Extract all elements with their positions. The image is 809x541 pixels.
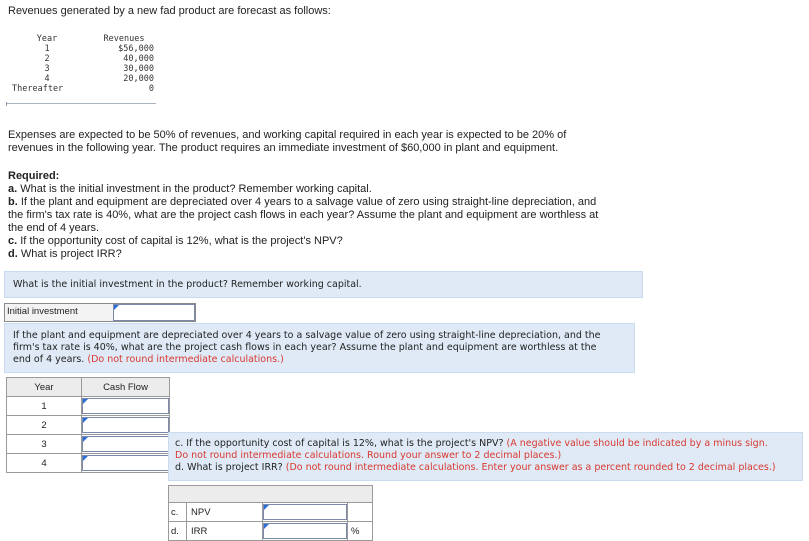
cashflow-input-year-4[interactable] bbox=[82, 455, 169, 471]
irr-input[interactable] bbox=[263, 523, 347, 539]
initial-investment-row bbox=[4, 303, 196, 322]
revenue-header-revenues: Revenues bbox=[103, 34, 145, 44]
npv-unit bbox=[348, 503, 373, 522]
revenue-year: Thereafter bbox=[12, 84, 64, 94]
table-row bbox=[6, 54, 160, 64]
row-letter: d. bbox=[169, 522, 187, 541]
initial-investment-input[interactable] bbox=[113, 304, 195, 321]
cashflow-year: 1 bbox=[7, 397, 82, 416]
table-row bbox=[7, 397, 170, 416]
revenue-value: 0 bbox=[148, 84, 154, 94]
required-section bbox=[8, 170, 808, 261]
cashflow-header-year: Year bbox=[7, 378, 82, 397]
panel-b-line: If the plant and equipment are depreciated over 4 years to a salvage value of zero using straight-line depreciation, and the bbox=[13, 330, 601, 341]
item-letter: c. bbox=[8, 235, 18, 247]
cashflow-input-year-1[interactable] bbox=[82, 398, 169, 414]
item-text: What is project IRR? bbox=[20, 248, 122, 260]
revenue-header-year: Year bbox=[36, 34, 58, 44]
required-item-c bbox=[8, 235, 808, 248]
expenses-paragraph bbox=[8, 129, 566, 155]
revenue-value: 20,000 bbox=[123, 74, 154, 84]
irr-unit: % bbox=[348, 522, 373, 541]
npv-label: NPV bbox=[187, 503, 263, 522]
revenue-year: 2 bbox=[44, 54, 50, 64]
cashflow-year: 3 bbox=[7, 435, 82, 454]
intro-text: Revenues generated by a new fad product are forecast as follows: bbox=[8, 5, 331, 17]
initial-investment-label: Initial investment bbox=[7, 306, 78, 317]
panel-b-line: firm's tax rate is 40%, what are the project cash flows in each year? Assume the plant and equipment are worthless at the bbox=[13, 342, 597, 353]
required-item-a bbox=[8, 183, 808, 196]
cashflow-table bbox=[6, 377, 170, 473]
item-text: What is the initial investment in the product? Remember working capital. bbox=[20, 183, 372, 195]
panel-b-note: (Do not round intermediate calculations.) bbox=[87, 354, 284, 365]
question-panel-a bbox=[4, 271, 643, 298]
cashflow-input-year-3[interactable] bbox=[82, 436, 169, 452]
table-row bbox=[7, 435, 170, 454]
revenue-year: 4 bbox=[44, 74, 50, 84]
cashflow-year: 4 bbox=[7, 454, 82, 473]
table-row bbox=[7, 454, 170, 473]
panel-c-text: c. If the opportunity cost of capital is 12%, what is the project's NPV? bbox=[175, 438, 504, 449]
table-row bbox=[6, 64, 160, 74]
cashflow-input-year-2[interactable] bbox=[82, 417, 169, 433]
panel-a-text: What is the initial investment in the product? Remember working capital. bbox=[13, 279, 362, 290]
cashflow-year: 2 bbox=[7, 416, 82, 435]
table-row bbox=[6, 44, 160, 54]
table-row bbox=[169, 522, 373, 541]
row-letter: c. bbox=[169, 503, 187, 522]
revenue-value: 40,000 bbox=[123, 54, 154, 64]
revenue-year: 3 bbox=[44, 64, 50, 74]
table-row bbox=[169, 503, 373, 522]
revenue-value: $56,000 bbox=[118, 44, 154, 54]
panel-c-note: (A negative value should be indicated by a minus sign. bbox=[506, 438, 768, 449]
panel-d-text: d. What is project IRR? bbox=[175, 462, 283, 473]
panel-c-note: Do not round intermediate calculations. Round your answer to 2 decimal places.) bbox=[175, 450, 562, 461]
table-row bbox=[6, 74, 160, 84]
required-title: Required: bbox=[8, 170, 60, 182]
required-item-d bbox=[8, 248, 808, 261]
irr-label: IRR bbox=[187, 522, 263, 541]
panel-b-line: end of 4 years. bbox=[13, 354, 85, 365]
question-panel-cd bbox=[168, 432, 803, 481]
required-item-b bbox=[8, 196, 808, 209]
item-letter: a. bbox=[8, 183, 18, 195]
npv-input[interactable] bbox=[263, 504, 347, 520]
question-panel-b bbox=[4, 323, 635, 373]
item-text: If the plant and equipment are depreciated over 4 years to a salvage value of zero using straight-line depreciation, and bbox=[20, 196, 597, 208]
table-row bbox=[6, 84, 160, 94]
npv-irr-table bbox=[168, 485, 373, 541]
table-row bbox=[7, 416, 170, 435]
panel-d-note: (Do not round intermediate calculations. Enter your answer as a percent rounded to 2 decimal places.) bbox=[285, 462, 776, 473]
revenue-value: 30,000 bbox=[123, 64, 154, 74]
revenue-table bbox=[6, 34, 160, 94]
table-divider-tick bbox=[6, 102, 7, 106]
item-letter: d. bbox=[8, 248, 18, 260]
cashflow-header-cashflow: Cash Flow bbox=[82, 378, 170, 397]
expenses-line: revenues in the following year. The product requires an immediate investment of $60,000 in plant and equipment. bbox=[8, 142, 559, 154]
table-divider bbox=[6, 103, 156, 104]
item-text: the firm's tax rate is 40%, what are the project cash flows in each year? Assume the plant and equipment are worthless at bbox=[8, 209, 599, 221]
item-text: If the opportunity cost of capital is 12%, what is the project's NPV? bbox=[20, 235, 343, 247]
revenue-year: 1 bbox=[44, 44, 50, 54]
item-letter: b. bbox=[8, 196, 18, 208]
expenses-line: Expenses are expected to be 50% of revenues, and working capital required in each year is expected to be 20% of bbox=[8, 129, 567, 141]
item-text: the end of 4 years. bbox=[8, 222, 100, 234]
